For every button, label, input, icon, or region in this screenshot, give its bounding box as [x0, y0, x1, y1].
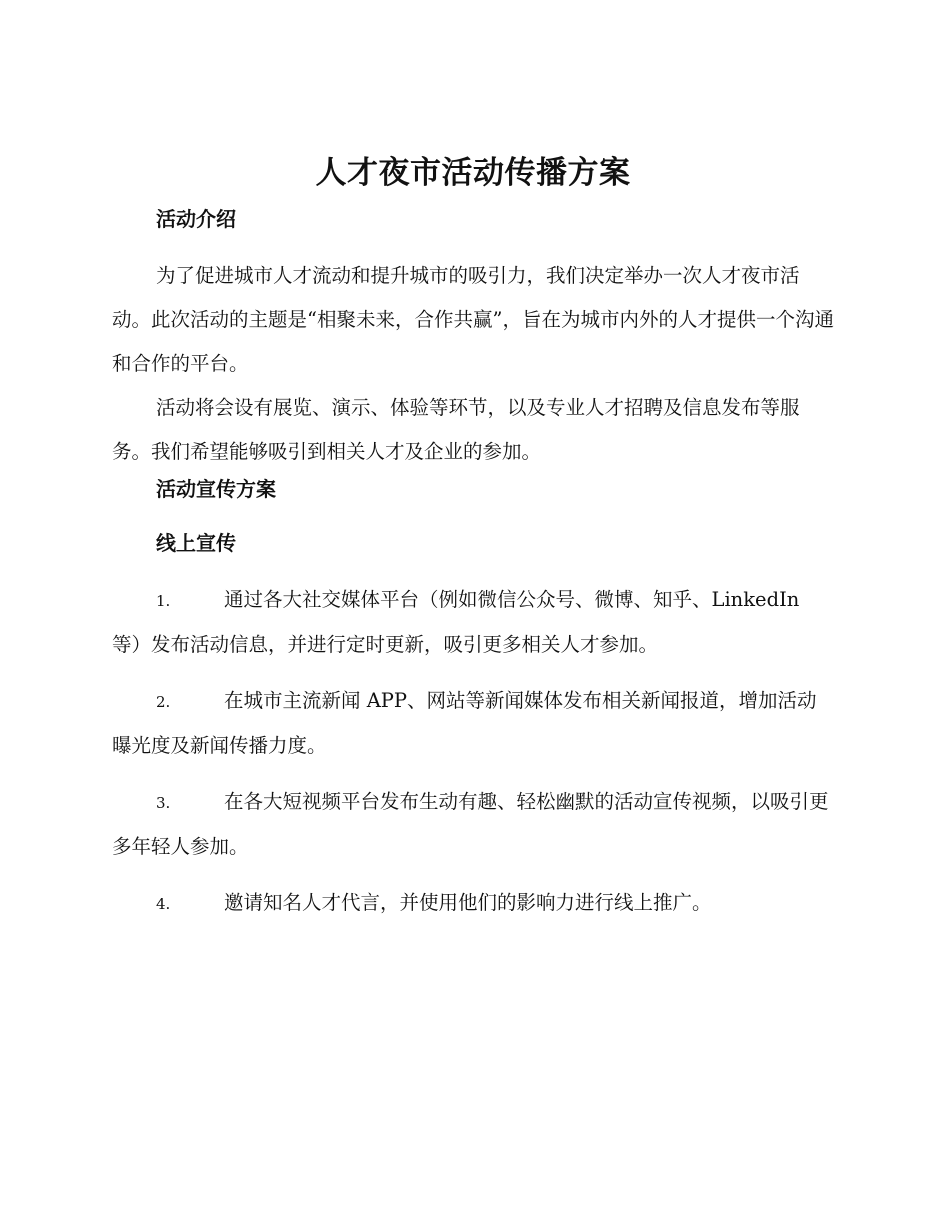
list-item-text: 在城市主流新闻 APP、网站等新闻媒体发布相关新闻报道，增加活动曝光度及新闻传播力度。 [112, 689, 817, 757]
subsection-heading-online: 线上宣传 [156, 531, 236, 555]
section-heading-intro: 活动介绍 [156, 207, 236, 231]
list-item-number: 1. [156, 592, 171, 610]
list-item [112, 881, 834, 926]
list-item-number: 2. [156, 693, 171, 711]
list-item [112, 780, 834, 869]
list-item-text: 邀请知名人才代言，并使用他们的影响力进行线上推广。 [224, 891, 712, 914]
list-item-text: 在各大短视频平台发布生动有趣、轻松幽默的活动宣传视频，以吸引更多年轻人参加。 [112, 790, 829, 858]
list-item-number: 4. [156, 895, 171, 913]
document-content [112, 150, 834, 926]
list-item [112, 578, 834, 667]
section-heading-promotion: 活动宣传方案 [156, 477, 276, 501]
document-title: 人才夜市活动传播方案 [315, 155, 631, 191]
intro-paragraph-1: 为了促进城市人才流动和提升城市的吸引力，我们决定举办一次人才夜市活动。此次活动的主题是“相聚未来，合作共赢”，旨在为城市内外的人才提供一个沟通和合作的平台。 [112, 264, 834, 375]
list-item-text: 通过各大社交媒体平台（例如微信公众号、微博、知乎、LinkedIn 等）发布活动信息，并进行定时更新，吸引更多相关人才参加。 [112, 588, 800, 656]
list-item [112, 679, 834, 768]
list-item-number: 3. [156, 794, 171, 812]
intro-paragraph-2: 活动将会设有展览、演示、体验等环节，以及专业人才招聘及信息发布等服务。我们希望能够吸引到相关人才及企业的参加。 [112, 396, 800, 463]
